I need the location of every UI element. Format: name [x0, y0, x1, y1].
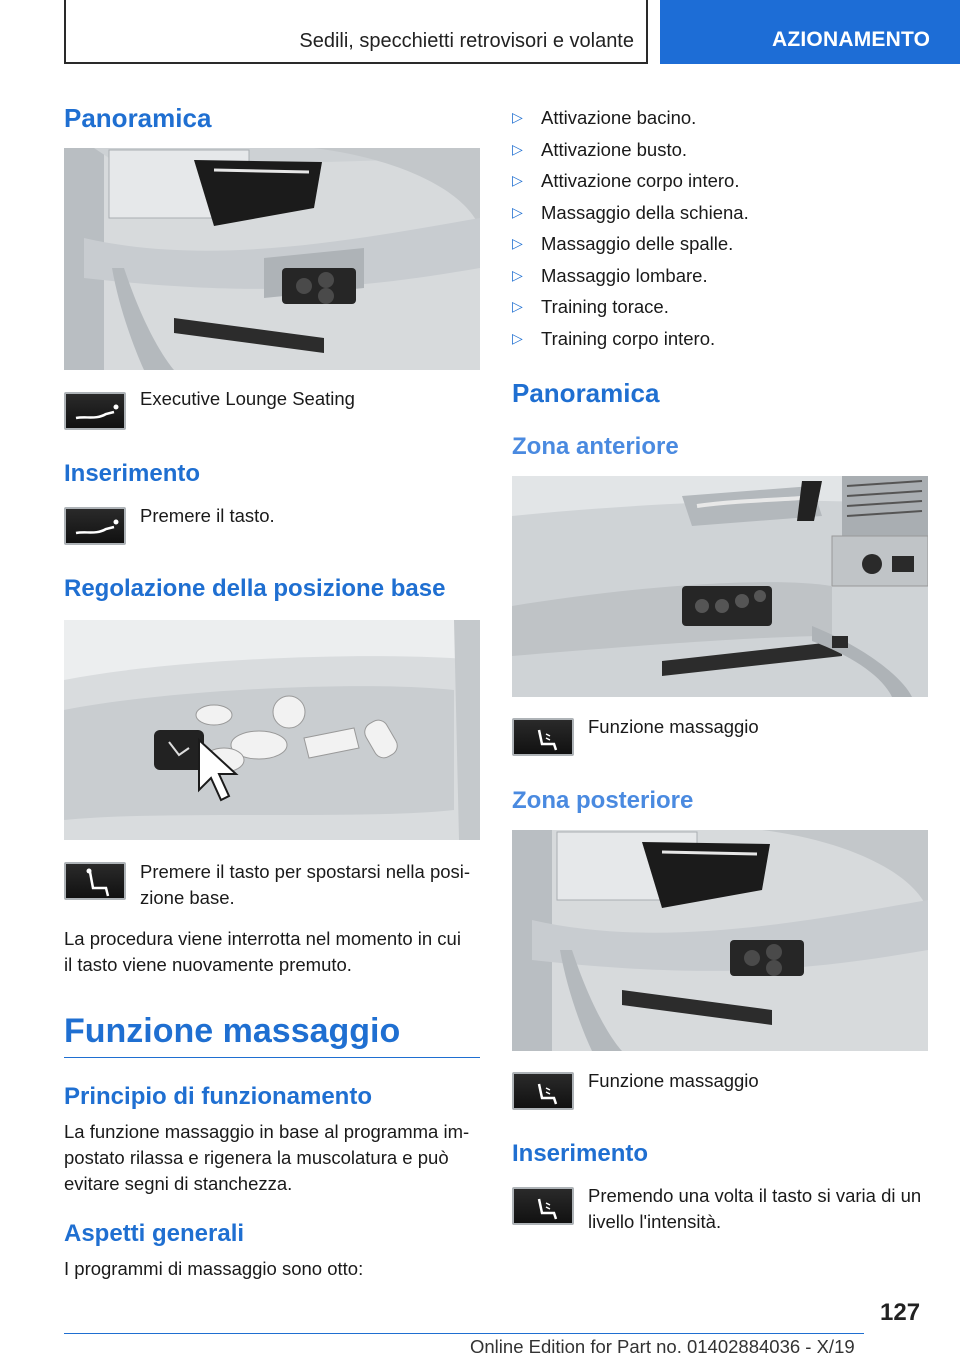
- list-item: ▷ Attivazione busto.: [512, 134, 749, 166]
- zona-posteriore-heading: Zona posteriore: [512, 787, 694, 814]
- footer-rule: [64, 1333, 864, 1334]
- zona-anteriore-caption: Funzione massaggio: [588, 716, 759, 737]
- massage-program-list: [512, 102, 749, 354]
- funzione-massaggio-heading: Funzione massaggio: [64, 1012, 401, 1050]
- inserimento-heading: Inserimento: [64, 460, 201, 487]
- bullet-icon: ▷: [512, 235, 523, 251]
- massage-key-icon: [512, 718, 574, 756]
- list-item: ▷ Attivazione bacino.: [512, 102, 749, 134]
- principio-heading: Principio di funzionamento: [64, 1083, 372, 1110]
- principio-text-3: evitare segni di stanchezza.: [64, 1173, 293, 1194]
- list-item: ▷ Attivazione corpo intero.: [512, 165, 749, 197]
- inserimento-text: Premere il tasto.: [140, 505, 275, 526]
- bullet-icon: ▷: [512, 298, 523, 314]
- principio-text-2: postato rilassa e rigenera la muscolatura e può: [64, 1147, 449, 1168]
- principio-text-1: La funzione massaggio in base al programma im-: [64, 1121, 470, 1142]
- regolazione-key-text-2: zione base.: [140, 887, 235, 908]
- footer-edition: Online Edition for Part no. 01402884036 - X/19: [470, 1336, 855, 1357]
- base-position-key-icon: [64, 862, 126, 900]
- procedura-text-1: La procedura viene interrotta nel momento in cui: [64, 928, 461, 949]
- bullet-icon: ▷: [512, 266, 523, 283]
- header-frame: [64, 0, 648, 64]
- aspetti-heading: Aspetti generali: [64, 1220, 245, 1247]
- bullet-icon: ▷: [512, 109, 523, 125]
- aspetti-text: I programmi di massaggio sono otto:: [64, 1258, 364, 1279]
- exec-lounge-caption: Executive Lounge Seating: [140, 388, 355, 409]
- lounge-seat-key-icon: [64, 392, 126, 430]
- heading-rule: [64, 1057, 480, 1058]
- section-tab: AZIONAMENTO: [660, 0, 960, 64]
- lounge-seat-key-icon: [64, 507, 126, 545]
- list-item: ▷ Massaggio della schiena.: [512, 197, 749, 229]
- rear-door-photo: [64, 148, 480, 370]
- seat-controls-photo: [64, 620, 480, 840]
- zona-anteriore-heading: Zona anteriore: [512, 433, 679, 460]
- inserimento-right-text-2: livello l'intensità.: [588, 1211, 722, 1232]
- inserimento-heading-right: Inserimento: [512, 1140, 649, 1167]
- list-item: ▷ Training corpo intero.: [512, 323, 749, 355]
- regolazione-heading: Regolazione della posizione base: [64, 575, 446, 602]
- page-number: 127: [880, 1299, 921, 1326]
- bullet-icon: ▷: [512, 140, 523, 157]
- massage-key-icon: [512, 1187, 574, 1225]
- panoramica-heading: Panoramica: [64, 103, 212, 133]
- header-title: Sedili, specchietti retrovisori e volante: [299, 30, 634, 52]
- bullet-icon: ▷: [512, 172, 523, 188]
- bullet-icon: ▷: [512, 203, 523, 220]
- list-item: ▷ Massaggio delle spalle.: [512, 228, 749, 260]
- procedura-text-2: il tasto viene nuovamente premuto.: [64, 954, 352, 975]
- massage-key-icon: [512, 1072, 574, 1110]
- rear-door-photo-2: [512, 830, 928, 1051]
- bullet-icon: ▷: [512, 329, 523, 346]
- panoramica-heading-right: Panoramica: [512, 378, 660, 408]
- zona-posteriore-caption: Funzione massaggio: [588, 1070, 759, 1091]
- front-door-photo: [512, 476, 928, 697]
- list-item: ▷ Massaggio lombare.: [512, 260, 749, 292]
- list-item: ▷ Training torace.: [512, 291, 749, 323]
- inserimento-right-text-1: Premendo una volta il tasto si varia di un: [588, 1185, 922, 1206]
- regolazione-key-text-1: Premere il tasto per spostarsi nella posi-: [140, 861, 471, 882]
